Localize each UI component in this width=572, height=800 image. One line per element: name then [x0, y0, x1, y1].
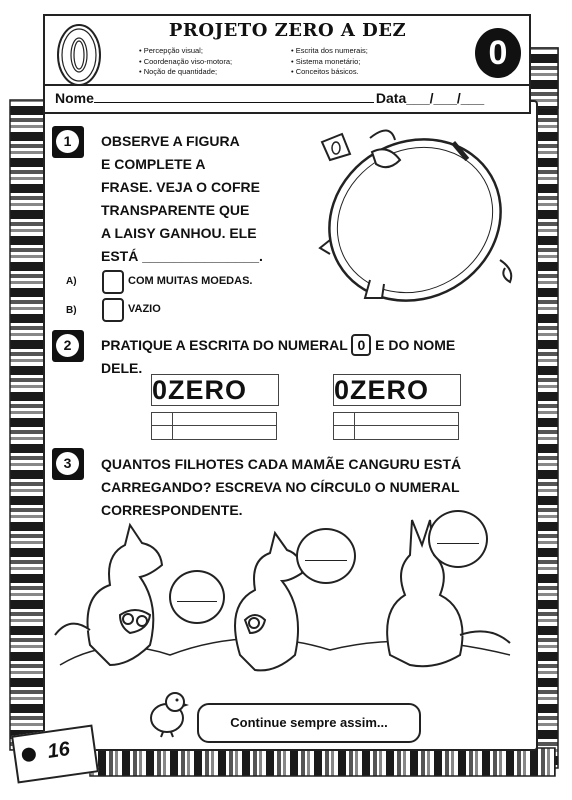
name-label: Nome: [55, 90, 94, 106]
date-label: Data___/___/___: [375, 90, 485, 106]
worksheet-title: PROJETO ZERO A DEZ: [168, 20, 407, 41]
skills-list-left: [139, 46, 232, 78]
answer-circle-2[interactable]: [296, 528, 356, 584]
numeral-box: 0: [351, 334, 371, 356]
question-1-text: OBSERVE A FIGURA E COMPLETE A FRASE. VEJA O COFRE TRANSPARENTE QUE A LAISY GANHOU. ELE ESTÁ _______________.: [101, 133, 263, 264]
skill-item: • Percepção visual;: [139, 46, 232, 57]
model-word-1: 0ZERO: [151, 374, 279, 406]
numeral-badge: 0: [475, 28, 521, 78]
writing-grid-1[interactable]: [151, 412, 277, 440]
answer-circle-3[interactable]: [428, 510, 488, 568]
option-a-checkbox[interactable]: [102, 270, 124, 294]
question-2-text: PRATIQUE A ESCRITA DO NUMERAL 0 E DO NOME DELE.: [101, 334, 521, 380]
skill-item: • Coordenação viso-motora;: [139, 57, 232, 68]
skill-item: • Escrita dos numerais;: [291, 46, 368, 57]
question-2-badge: 2: [52, 330, 84, 362]
question-1-badge: 1: [52, 126, 84, 158]
skill-item: • Noção de quantidade;: [139, 67, 232, 78]
question-3-badge: 3: [52, 448, 84, 480]
option-a-letter: A): [66, 276, 77, 287]
model-word-2: 0ZERO: [333, 374, 461, 406]
writing-grid-2[interactable]: [333, 412, 459, 440]
answer-circle-1[interactable]: [169, 570, 225, 624]
outlined-zero-icon: [55, 22, 103, 88]
piggy-bank-illustration: [300, 120, 530, 320]
header-divider: [45, 84, 529, 86]
option-a-text: COM MUITAS MOEDAS.: [128, 275, 253, 287]
option-b-checkbox[interactable]: [102, 298, 124, 322]
name-field[interactable]: [55, 90, 484, 106]
skill-item: • Sistema monetário;: [291, 57, 368, 68]
skill-item: • Conceitos básicos.: [291, 67, 368, 78]
tag-hole-icon: [21, 747, 37, 763]
option-b-letter: B): [66, 305, 77, 316]
skills-list-right: [291, 46, 368, 78]
question-3-text: QUANTOS FILHOTES CADA MAMÃE CANGURU ESTÁ CARREGANDO? ESCREVA NO CÍRCUL0 O NUMERAL CORRESPONDENTE.: [101, 456, 462, 518]
chick-icon: [145, 688, 191, 738]
continue-message: Continue sempre assim...: [197, 703, 421, 743]
worksheet-header: [43, 14, 531, 114]
page-number: 16: [46, 738, 72, 763]
option-b-text: VAZIO: [128, 303, 161, 315]
